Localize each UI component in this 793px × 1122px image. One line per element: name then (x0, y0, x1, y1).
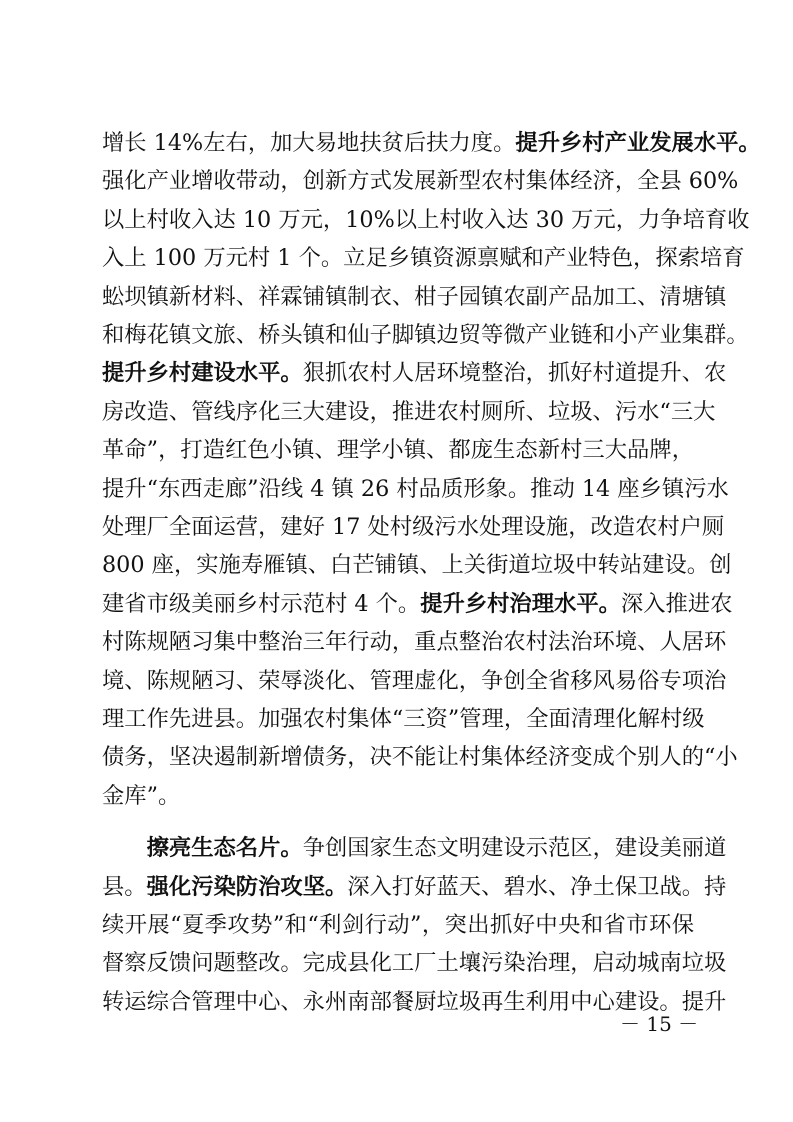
text-run: 提升“东西走廊”沿线 4 镇 26 村品质形象。推动 14 座乡镇污水 (102, 475, 729, 502)
text-run: 理工作先进县。加强农村集体“三资”管理，全面清理化解村级 (102, 706, 705, 732)
text-line (102, 833, 727, 863)
text-line (102, 550, 732, 580)
text-run: 增长 14%左右，加大易地扶贫后扶力度。 (102, 130, 516, 156)
text-run: 督察反馈问题整改。完成县化工厂土壤污染治理，启动城南垃圾 (102, 950, 727, 977)
text-line (102, 910, 694, 940)
text-line (102, 948, 727, 978)
text-line (102, 397, 716, 427)
bold-heading: 提升乡村建设水平。 (102, 360, 303, 387)
text-run: 处理厂全面运营，建好 17 处村级污水处理设施，改造农村户厕 (102, 514, 725, 540)
text-run: 房改造、管线序化三大建设，推进农村厕所、垃圾、污水“三大 (102, 398, 716, 425)
text-run: 建省市级美丽乡村示范村 4 个。 (102, 590, 421, 617)
text-run: 800 座，实施寿雁镇、白芒铺镇、上关街道垃圾中转站建设。创 (102, 552, 732, 579)
text-line (102, 243, 745, 273)
text-run: 深入推进农 (620, 590, 733, 617)
text-line (102, 282, 727, 312)
text-line (102, 435, 694, 465)
bold-heading: 提升乡村产业发展水平。 (515, 130, 761, 156)
page-number: － 15 － (620, 1012, 699, 1036)
text-run: 转运综合管理中心、永州南部餐厨垃圾再生利用中心建设。提升 (102, 988, 727, 1015)
text-run: 入上 100 万元村 1 个。立足乡镇资源禀赋和产业特色，探索培育 (102, 245, 745, 272)
text-line (102, 742, 738, 772)
text-run: 和梅花镇文旅、桥头镇和仙子脚镇边贸等微产业链和小产业集群。 (102, 322, 749, 348)
text-run: 狠抓农村人居环境整治，抓好村道提升、农 (302, 360, 727, 387)
text-run: 续开展“夏季攻势”和“利剑行动”，突出抓好中央和省市环保 (102, 912, 694, 938)
text-line (102, 205, 750, 235)
text-line (102, 128, 761, 158)
text-run: 境、陈规陋习、荣辱淡化、管理虚化，争创全省移风易俗专项治 (102, 667, 727, 694)
text-line (102, 166, 739, 196)
text-line (102, 474, 729, 504)
text-run: 革命”，打造红色小镇、理学小镇、都庞生态新村三大品牌， (102, 437, 694, 464)
bold-heading: 提升乡村治理水平。 (420, 590, 621, 617)
bold-heading: 强化污染防治攻坚。 (146, 873, 348, 900)
text-run: 强化产业增收带动，创新方式发展新型农村集体经济，全县 60% (102, 168, 739, 195)
text-run: 深入打好蓝天、碧水、净土保卫战。持 (347, 873, 727, 900)
text-run: 争创国家生态文明建设示范区，建设美丽道 (302, 835, 727, 862)
bold-heading: 擦亮生态名片。 (146, 835, 303, 862)
text-run: 村陈规陋习集中整治三年行动，重点整治农村法治环境、人居环 (102, 629, 727, 656)
text-line (102, 627, 727, 657)
text-line (102, 872, 727, 902)
text-run: 县。 (102, 873, 147, 900)
text-run: 以上村收入达 10 万元，10%以上村收入达 30 万元，力争培育收 (102, 206, 750, 233)
text-line (102, 358, 727, 388)
text-line (102, 589, 733, 619)
text-line (102, 987, 727, 1017)
text-run (102, 835, 147, 861)
text-run: 金库”。 (102, 782, 181, 809)
text-line (102, 666, 727, 696)
text-line (102, 512, 725, 542)
text-line (102, 781, 694, 811)
text-run: 蚣坝镇新材料、祥霖铺镇制衣、柑子园镇农副产品加工、清塘镇 (102, 283, 727, 310)
text-run: 债务，坚决遏制新增债务，决不能让村集体经济变成个别人的“小 (102, 744, 738, 771)
text-line (102, 320, 749, 350)
text-line (102, 704, 705, 734)
